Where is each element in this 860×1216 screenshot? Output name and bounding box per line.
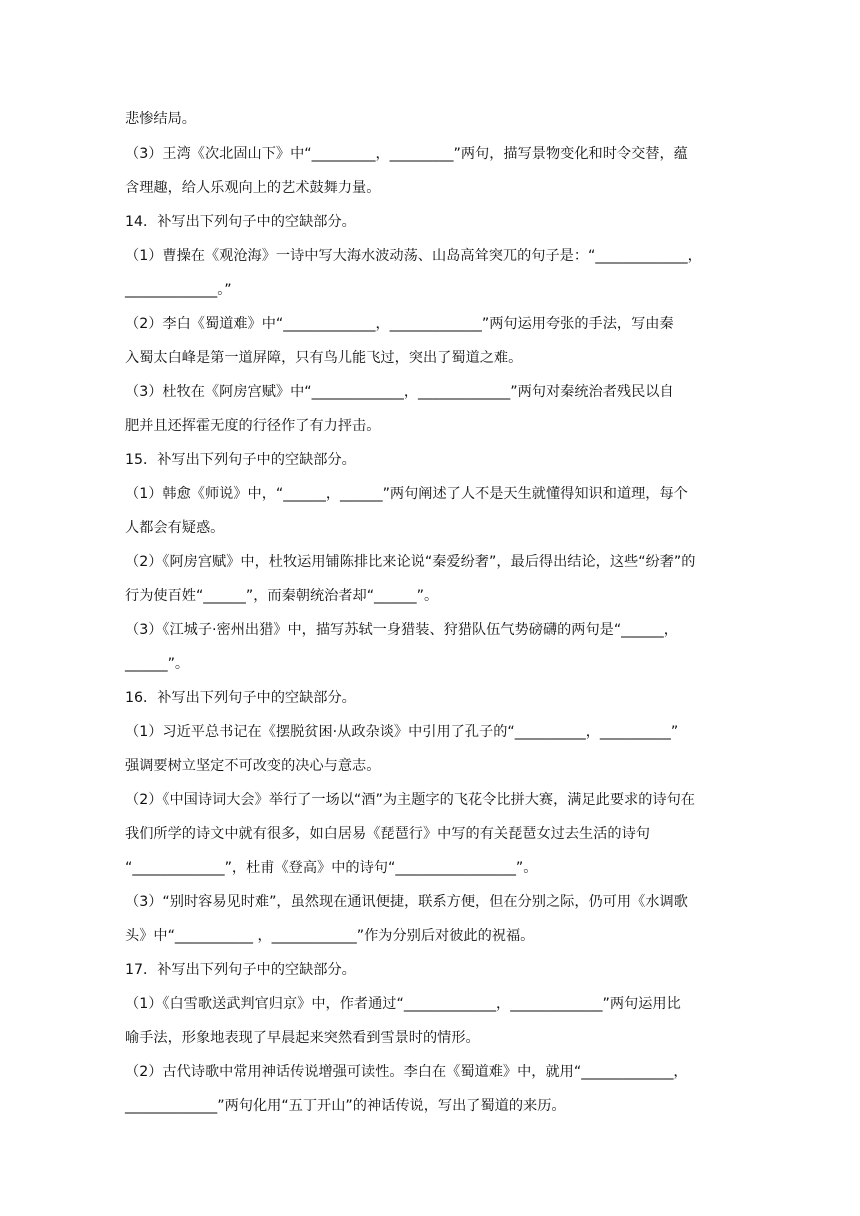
text-line: （3）杜牧在《阿房宫赋》中“_____________，_____________”两句对秦统治者残民以自 — [125, 384, 674, 400]
text-line: （3）“别时容易见时难”，虽然现在通讯便捷，联系方便，但在分别之际，仍可用《水调歌 — [125, 894, 688, 910]
text-line: 肥并且还挥霍无度的行径作了有力抨击。 — [125, 418, 381, 434]
text-line: （2）李白《蜀道难》中“_____________，_____________”两句运用夸张的手法，写由秦 — [125, 316, 674, 332]
text-line: 入蜀太白峰是第一道屏障，只有鸟儿能飞过，突出了蜀道之难。 — [125, 350, 523, 366]
question-heading: 16．补写出下列句子中的空缺部分。 — [125, 690, 356, 706]
text-line: （1）韩愈《师说》中，“______，______”两句阐述了人不是天生就懂得知识和道理，每个 — [125, 486, 688, 502]
text-line: （2）《中国诗词大会》举行了一场以“酒”为主题字的飞花令比拼大赛，满足此要求的诗句在 — [125, 792, 695, 808]
text-line: （1）曹操在《观沧海》一诗中写大海水波动荡、山岛高耸突兀的句子是：“_____________， — [125, 248, 702, 264]
text-line: ______”。 — [125, 656, 190, 672]
text-line: 喻手法，形象地表现了早晨起来突然看到雪景时的情形。 — [125, 1030, 480, 1046]
question-heading: 14．补写出下列句子中的空缺部分。 — [125, 214, 356, 230]
text-line: （3）《江城子·密州出猎》中，描写苏轼一身猎装、狩猎队伍气势磅礴的两句是“______， — [125, 622, 678, 638]
text-line: 行为使百姓“______”，而秦朝统治者却“______”。 — [125, 588, 439, 604]
text-line: （1）《白雪歌送武判官归京》中，作者通过“_____________，_____________”两句运用比 — [125, 996, 681, 1012]
text-line: 人都会有疑惑。 — [125, 520, 225, 536]
text-line: （2）《阿房宫赋》中，杜牧运用铺陈排比来论说“秦爱纷奢”，最后得出结论，这些“纷奢”的 — [125, 554, 696, 570]
text-line: （3）王湾《次北固山下》中“_________，_________”两句，描写景物变化和时令交替，蕴 — [125, 146, 688, 162]
text-line: （2）古代诗歌中常用神话传说增强可读性。李白在《蜀道难》中，就用“_____________， — [125, 1064, 688, 1080]
question-heading: 17．补写出下列句子中的空缺部分。 — [125, 962, 356, 978]
text-line: 悲惨结局。 — [125, 111, 196, 127]
text-line: _____________”两句化用“五丁开山”的神话传说，写出了蜀道的来历。 — [125, 1098, 566, 1114]
text-line: 我们所学的诗文中就有很多，如白居易《琵琶行》中写的有关琵琶女过去生活的诗句 — [125, 826, 650, 842]
text-line: （1）习近平总书记在《摆脱贫困·从政杂谈》中引用了孔子的“__________，__________” — [125, 724, 679, 740]
text-line: 含理趣，给人乐观向上的艺术鼓舞力量。 — [125, 180, 381, 196]
text-line: 强调要树立坚定不可改变的决心与意志。 — [125, 758, 381, 774]
text-line: “_____________”，杜甫《登高》中的诗句“_________________”。 — [125, 860, 538, 876]
question-heading: 15．补写出下列句子中的空缺部分。 — [125, 452, 356, 468]
text-line: 头》中“___________ ，____________”作为分别后对彼此的祝福。 — [125, 928, 535, 944]
text-line: _____________。” — [125, 282, 232, 298]
